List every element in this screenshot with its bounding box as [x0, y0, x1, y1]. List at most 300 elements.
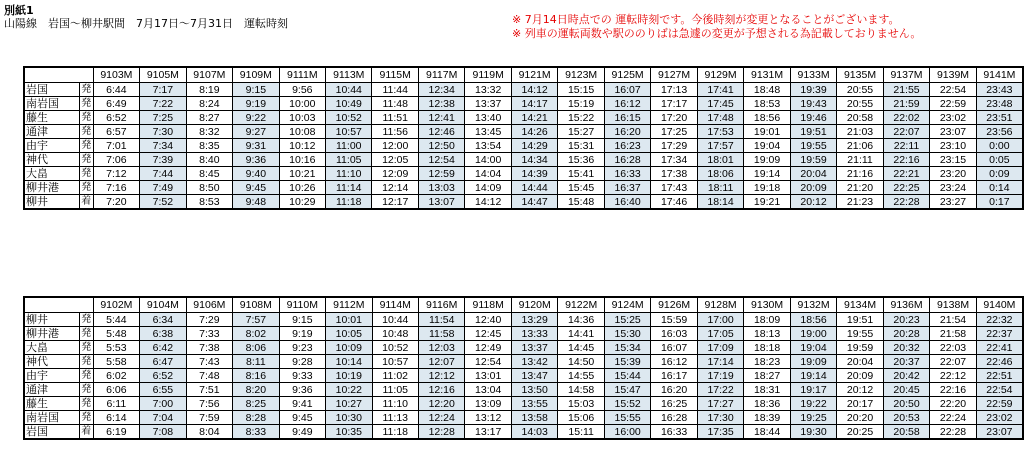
time-cell: 17:48: [697, 111, 743, 125]
train-number: 9141M: [976, 67, 1023, 83]
time-cell: 18:14: [697, 195, 743, 210]
arrival-departure-mark: 発: [81, 97, 92, 109]
station-row: [24, 355, 1023, 369]
time-cell: 20:55: [837, 83, 883, 97]
time-cell: 17:22: [697, 383, 743, 397]
time-cell: 22:59: [976, 397, 1023, 411]
time-cell: 18:06: [697, 167, 743, 181]
time-cell: 14:41: [558, 327, 604, 341]
time-cell: 22:11: [883, 139, 929, 153]
time-cell: 17:43: [651, 181, 697, 195]
train-number: 9135M: [837, 67, 883, 83]
time-cell: 14:29: [511, 139, 557, 153]
note-2: ※ 列車の運転両数や駅ののりばは急遽の変更が予想される為記載しておりません。: [512, 27, 922, 40]
station-name: 柳井港: [24, 327, 79, 341]
station-name: 大畠: [24, 341, 79, 355]
time-cell: 6:52: [93, 111, 139, 125]
time-cell: 11:18: [372, 425, 418, 440]
time-cell: 15:34: [604, 341, 650, 355]
time-cell: 12:24: [418, 411, 464, 425]
time-cell: 20:55: [837, 97, 883, 111]
time-cell: 6:42: [140, 341, 186, 355]
time-cell: 14:58: [558, 383, 604, 397]
time-cell: 11:48: [372, 97, 418, 111]
time-cell: 12:00: [372, 139, 418, 153]
time-cell: 8:32: [186, 125, 232, 139]
timetable-iwakuni-to-yanai: [23, 66, 1024, 210]
time-cell: 21:03: [837, 125, 883, 139]
arrival-departure-mark: 発: [81, 313, 92, 325]
time-cell: 7:04: [140, 411, 186, 425]
time-cell: 19:25: [790, 411, 836, 425]
time-cell: 10:12: [279, 139, 325, 153]
time-cell: 17:41: [697, 83, 743, 97]
time-cell: 10:19: [326, 369, 372, 383]
time-cell: 8:53: [186, 195, 232, 210]
time-cell: 15:47: [604, 383, 650, 397]
station-name: 神代: [24, 153, 79, 167]
time-cell: 12:20: [418, 397, 464, 411]
time-cell: 22:59: [930, 97, 976, 111]
time-cell: 17:30: [697, 411, 743, 425]
time-cell: 6:02: [93, 369, 139, 383]
time-cell: 10:49: [326, 97, 372, 111]
time-cell: 23:56: [976, 125, 1023, 139]
time-cell: 13:33: [511, 327, 557, 341]
time-cell: 20:28: [883, 327, 929, 341]
train-number: 9125M: [604, 67, 650, 83]
station-name: 柳井: [24, 313, 79, 327]
time-cell: 23:07: [976, 425, 1023, 440]
time-cell: 5:53: [93, 341, 139, 355]
time-cell: 17:29: [651, 139, 697, 153]
time-cell: 8:19: [186, 83, 232, 97]
time-cell: 14:34: [511, 153, 557, 167]
train-number-row: [24, 297, 1023, 313]
train-number: 9116M: [418, 297, 464, 313]
station-name: 神代: [24, 355, 79, 369]
train-number: 9115M: [372, 67, 418, 83]
time-cell: 12:41: [418, 111, 464, 125]
arrival-departure-mark: 発: [81, 181, 92, 193]
time-cell: 22:21: [883, 167, 929, 181]
station-row: [24, 181, 1023, 195]
time-cell: 5:58: [93, 355, 139, 369]
time-cell: 15:06: [558, 411, 604, 425]
header-blank-cell: [24, 297, 93, 313]
time-cell: 11:58: [418, 327, 464, 341]
time-cell: 10:03: [279, 111, 325, 125]
station-row: [24, 97, 1023, 111]
time-cell: 8:24: [186, 97, 232, 111]
time-cell: 13:03: [418, 181, 464, 195]
time-cell: 19:18: [744, 181, 790, 195]
train-number: 9130M: [744, 297, 790, 313]
time-cell: 7:38: [186, 341, 232, 355]
time-cell: 23:27: [930, 195, 976, 210]
time-cell: 15:11: [558, 425, 604, 440]
time-cell: 0:09: [976, 167, 1023, 181]
station-row: [24, 341, 1023, 355]
time-cell: 9:48: [233, 195, 279, 210]
time-cell: 21:55: [883, 83, 929, 97]
time-cell: 6:38: [140, 327, 186, 341]
time-cell: 22:32: [976, 313, 1023, 327]
time-cell: 12:50: [418, 139, 464, 153]
station-name: 藤生: [24, 397, 79, 411]
header-blank-cell: [24, 67, 93, 83]
time-cell: 20:50: [883, 397, 929, 411]
station-row: [24, 195, 1023, 210]
station-name: 柳井港: [24, 181, 79, 195]
time-cell: 18:39: [744, 411, 790, 425]
time-cell: 17:38: [651, 167, 697, 181]
arrival-departure-mark: 発: [81, 139, 92, 151]
time-cell: 7:44: [140, 167, 186, 181]
time-cell: 19:04: [744, 139, 790, 153]
station-name: 岩国: [24, 425, 79, 440]
time-cell: 7:52: [140, 195, 186, 210]
time-cell: 16:07: [651, 341, 697, 355]
time-cell: 19:55: [790, 139, 836, 153]
time-cell: 14:26: [511, 125, 557, 139]
train-number: 9119M: [465, 67, 511, 83]
time-cell: 14:36: [558, 313, 604, 327]
time-cell: 5:44: [93, 313, 139, 327]
time-cell: 7:29: [186, 313, 232, 327]
time-cell: 6:47: [140, 355, 186, 369]
time-cell: 9:19: [279, 327, 325, 341]
arrival-departure-mark: 着: [79, 195, 93, 210]
time-cell: 14:21: [511, 111, 557, 125]
train-number: 9132M: [790, 297, 836, 313]
time-cell: 10:09: [326, 341, 372, 355]
time-cell: 21:20: [837, 181, 883, 195]
time-cell: 7:34: [140, 139, 186, 153]
time-cell: 7:49: [140, 181, 186, 195]
time-cell: 7:25: [140, 111, 186, 125]
time-cell: 15:39: [604, 355, 650, 369]
time-cell: 16:28: [651, 411, 697, 425]
time-cell: 16:00: [604, 425, 650, 440]
time-cell: 7:56: [186, 397, 232, 411]
time-cell: 17:05: [697, 327, 743, 341]
time-cell: 10:05: [326, 327, 372, 341]
time-cell: 23:20: [930, 167, 976, 181]
train-number: 9128M: [697, 297, 743, 313]
time-cell: 14:50: [558, 355, 604, 369]
time-cell: 16:17: [651, 369, 697, 383]
time-cell: 14:44: [511, 181, 557, 195]
station-name: 柳井: [24, 195, 79, 210]
time-cell: 19:30: [790, 425, 836, 440]
time-cell: 22:07: [930, 355, 976, 369]
time-cell: 17:25: [651, 125, 697, 139]
time-cell: 19:09: [744, 153, 790, 167]
time-cell: 18:56: [744, 111, 790, 125]
time-cell: 15:36: [558, 153, 604, 167]
station-row: [24, 167, 1023, 181]
station-row: [24, 411, 1023, 425]
train-number: 9134M: [837, 297, 883, 313]
train-number: 9109M: [233, 67, 279, 83]
train-number: 9103M: [93, 67, 139, 83]
time-cell: 15:03: [558, 397, 604, 411]
train-number-row: [24, 67, 1023, 83]
train-number: 9110M: [279, 297, 325, 313]
time-cell: 19:14: [790, 369, 836, 383]
time-cell: 21:54: [930, 313, 976, 327]
time-cell: 10:57: [326, 125, 372, 139]
time-cell: 8:25: [233, 397, 279, 411]
time-cell: 18:27: [744, 369, 790, 383]
time-cell: 14:12: [511, 83, 557, 97]
time-cell: 15:52: [604, 397, 650, 411]
time-cell: 20:58: [837, 111, 883, 125]
time-cell: 22:25: [883, 181, 929, 195]
time-cell: 9:31: [233, 139, 279, 153]
time-cell: 16:28: [604, 153, 650, 167]
time-cell: 8:40: [186, 153, 232, 167]
station-row: [24, 153, 1023, 167]
time-cell: 22:51: [976, 369, 1023, 383]
time-cell: 16:20: [651, 383, 697, 397]
time-cell: 17:53: [697, 125, 743, 139]
time-cell: 12:45: [465, 327, 511, 341]
time-cell: 12:46: [418, 125, 464, 139]
time-cell: 14:00: [465, 153, 511, 167]
train-number: 9111M: [279, 67, 325, 83]
time-cell: 12:14: [372, 181, 418, 195]
time-cell: 17:57: [697, 139, 743, 153]
station-row: [24, 313, 1023, 327]
time-cell: 14:03: [511, 425, 557, 440]
time-cell: 16:03: [651, 327, 697, 341]
train-number: 9133M: [790, 67, 836, 83]
station-name: 大畠: [24, 167, 79, 181]
time-cell: 18:13: [744, 327, 790, 341]
time-cell: 22:41: [976, 341, 1023, 355]
time-cell: 6:49: [93, 97, 139, 111]
time-cell: 10:44: [326, 83, 372, 97]
train-number: 9123M: [558, 67, 604, 83]
train-number: 9114M: [372, 297, 418, 313]
time-cell: 11:02: [372, 369, 418, 383]
time-cell: 21:11: [837, 153, 883, 167]
time-cell: 10:48: [372, 327, 418, 341]
time-cell: 8:02: [233, 327, 279, 341]
route-title: 山陽線 岩国～柳井駅間 7月17日～7月31日 運転時刻: [4, 17, 288, 30]
station-name: 通津: [24, 383, 79, 397]
arrival-departure-mark: 発: [81, 397, 92, 409]
time-cell: 17:09: [697, 341, 743, 355]
arrival-departure-mark: 発: [81, 369, 92, 381]
time-cell: 13:17: [465, 425, 511, 440]
time-cell: 18:31: [744, 383, 790, 397]
time-cell: 18:09: [744, 313, 790, 327]
time-cell: 13:54: [465, 139, 511, 153]
time-cell: 6:14: [93, 411, 139, 425]
time-cell: 22:54: [976, 383, 1023, 397]
time-cell: 0:17: [976, 195, 1023, 210]
time-cell: 16:40: [604, 195, 650, 210]
time-cell: 8:50: [186, 181, 232, 195]
train-number: 9106M: [186, 297, 232, 313]
time-cell: 9:23: [279, 341, 325, 355]
time-cell: 15:22: [558, 111, 604, 125]
time-cell: 7:08: [140, 425, 186, 440]
time-cell: 14:12: [465, 195, 511, 210]
time-cell: 7:00: [140, 397, 186, 411]
station-name: 藤生: [24, 111, 79, 125]
time-cell: 13:07: [418, 195, 464, 210]
time-cell: 12:38: [418, 97, 464, 111]
time-cell: 13:29: [511, 313, 557, 327]
arrival-departure-mark: 発: [81, 383, 92, 395]
station-name: 通津: [24, 125, 79, 139]
time-cell: 17:45: [697, 97, 743, 111]
time-cell: 9:15: [279, 313, 325, 327]
time-cell: 21:59: [883, 97, 929, 111]
time-cell: 7:22: [140, 97, 186, 111]
time-cell: 10:08: [279, 125, 325, 139]
time-cell: 20:04: [790, 167, 836, 181]
time-cell: 19:43: [790, 97, 836, 111]
time-cell: 10:21: [279, 167, 325, 181]
arrival-departure-mark: 発: [81, 327, 92, 339]
time-cell: 7:43: [186, 355, 232, 369]
time-cell: 8:20: [233, 383, 279, 397]
train-number: 9113M: [326, 67, 372, 83]
time-cell: 7:57: [233, 313, 279, 327]
train-number: 9126M: [651, 297, 697, 313]
time-cell: 20:37: [883, 355, 929, 369]
time-cell: 20:09: [837, 369, 883, 383]
time-cell: 19:04: [790, 341, 836, 355]
train-number: 9120M: [511, 297, 557, 313]
time-cell: 14:17: [511, 97, 557, 111]
time-cell: 19:09: [790, 355, 836, 369]
arrival-departure-mark: 発: [81, 153, 92, 165]
arrival-departure-mark: 発: [81, 341, 92, 353]
train-number: 9118M: [465, 297, 511, 313]
time-cell: 18:36: [744, 397, 790, 411]
time-cell: 18:23: [744, 355, 790, 369]
time-cell: 7:30: [140, 125, 186, 139]
time-cell: 21:23: [837, 195, 883, 210]
arrival-departure-mark: 着: [79, 425, 93, 440]
time-cell: 12:49: [465, 341, 511, 355]
time-cell: 10:22: [326, 383, 372, 397]
time-cell: 19:51: [790, 125, 836, 139]
time-cell: 0:00: [976, 139, 1023, 153]
time-cell: 14:04: [465, 167, 511, 181]
time-cell: 8:27: [186, 111, 232, 125]
time-cell: 20:12: [790, 195, 836, 210]
time-cell: 15:59: [651, 313, 697, 327]
time-cell: 20:42: [883, 369, 929, 383]
timetable-yanai-to-iwakuni: [23, 296, 1024, 440]
station-row: [24, 327, 1023, 341]
time-cell: 16:25: [651, 397, 697, 411]
time-cell: 8:11: [233, 355, 279, 369]
time-cell: 7:39: [140, 153, 186, 167]
time-cell: 18:18: [744, 341, 790, 355]
time-cell: 9:19: [233, 97, 279, 111]
time-cell: 18:44: [744, 425, 790, 440]
time-cell: 19:59: [790, 153, 836, 167]
time-cell: 22:46: [976, 355, 1023, 369]
time-cell: 20:04: [837, 355, 883, 369]
time-cell: 20:12: [837, 383, 883, 397]
time-cell: 19:17: [790, 383, 836, 397]
time-cell: 15:55: [604, 411, 650, 425]
time-cell: 6:44: [93, 83, 139, 97]
train-number: 9127M: [651, 67, 697, 83]
time-cell: 22:16: [883, 153, 929, 167]
station-row: [24, 139, 1023, 153]
time-cell: 6:06: [93, 383, 139, 397]
time-cell: 12:17: [372, 195, 418, 210]
train-number: 9122M: [558, 297, 604, 313]
time-cell: 22:37: [976, 327, 1023, 341]
time-cell: 6:55: [140, 383, 186, 397]
time-cell: 6:11: [93, 397, 139, 411]
time-cell: 16:12: [651, 355, 697, 369]
time-cell: 9:22: [233, 111, 279, 125]
time-cell: 10:01: [326, 313, 372, 327]
time-cell: 12:34: [418, 83, 464, 97]
time-cell: 6:52: [140, 369, 186, 383]
train-number: 9129M: [697, 67, 743, 83]
time-cell: 19:46: [790, 111, 836, 125]
time-cell: 15:41: [558, 167, 604, 181]
time-cell: 23:02: [930, 111, 976, 125]
time-cell: 20:23: [883, 313, 929, 327]
time-cell: 19:00: [790, 327, 836, 341]
time-cell: 16:15: [604, 111, 650, 125]
time-cell: 18:53: [744, 97, 790, 111]
time-cell: 17:35: [697, 425, 743, 440]
time-cell: 10:26: [279, 181, 325, 195]
time-cell: 9:45: [279, 411, 325, 425]
station-name: 南岩国: [24, 411, 79, 425]
time-cell: 14:09: [465, 181, 511, 195]
time-cell: 13:37: [465, 97, 511, 111]
time-cell: 10:57: [372, 355, 418, 369]
time-cell: 13:01: [465, 369, 511, 383]
arrival-departure-mark: 発: [81, 355, 92, 367]
time-cell: 0:14: [976, 181, 1023, 195]
arrival-departure-mark: 発: [81, 411, 92, 423]
time-cell: 20:17: [837, 397, 883, 411]
time-cell: 5:48: [93, 327, 139, 341]
time-cell: 19:22: [790, 397, 836, 411]
arrival-departure-mark: 発: [81, 83, 92, 95]
time-cell: 13:50: [511, 383, 557, 397]
time-cell: 16:33: [604, 167, 650, 181]
time-cell: 20:25: [837, 425, 883, 440]
time-cell: 17:00: [697, 313, 743, 327]
time-cell: 15:25: [604, 313, 650, 327]
arrival-departure-mark: 発: [81, 125, 92, 137]
time-cell: 18:56: [790, 313, 836, 327]
train-number: 9136M: [883, 297, 929, 313]
time-cell: 20:58: [883, 425, 929, 440]
time-cell: 23:24: [930, 181, 976, 195]
time-cell: 12:16: [418, 383, 464, 397]
time-cell: 12:54: [465, 355, 511, 369]
